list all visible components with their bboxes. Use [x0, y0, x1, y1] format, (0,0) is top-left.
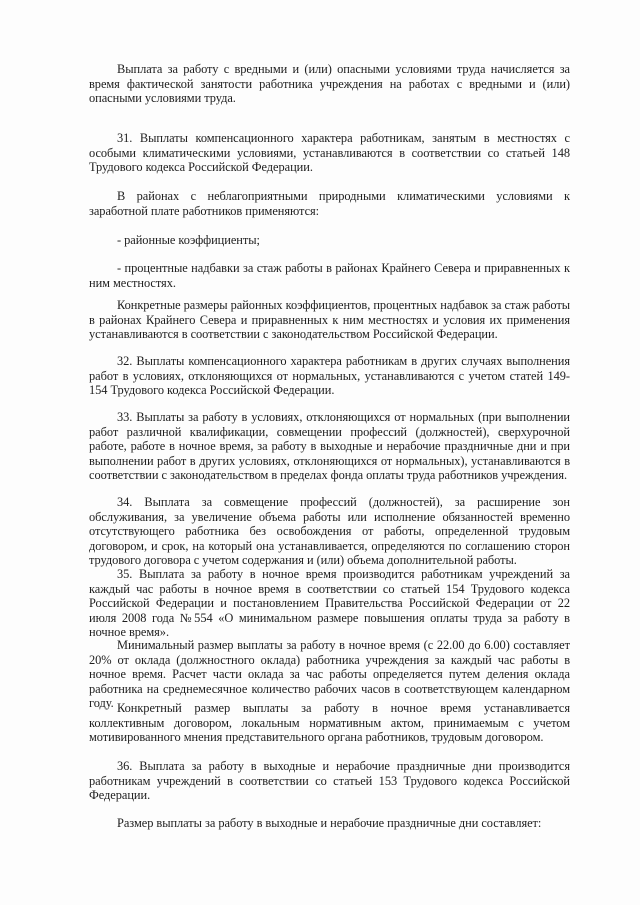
paragraph-unfavorable-regions: В районах с неблагоприятными природными климатическими условиями к заработной плате работников применяются: — [89, 189, 570, 218]
paragraph-specific-coefficients: Конкретные размеры районных коэффициентов, процентных надбавок за стаж работы в районах Крайнего Севера и приравненных к ним местностях и условия их применения устанавливаются в соответствии с законодательством Российской Федерации. — [89, 298, 570, 342]
paragraph-32-other-conditions: 32. Выплаты компенсационного характера работникам в других случаях выполнения работ в условиях, отклоняющихся от нормальных, устанавливаются с учетом статей 149-154 Трудового кодекса Российской Федерации. — [89, 354, 570, 398]
paragraph-36-weekend-work: 36. Выплата за работу в выходные и нерабочие праздничные дни производится работникам учреждений в соответствии со статьей 153 Трудового кодекса Российской Федерации. — [89, 759, 570, 803]
paragraph-specific-night-payment: Конкретный размер выплаты за работу в ночное время устанавливается коллективным договором, локальным нормативным актом, принимаемым с учетом мотивированного мнения представительного органа работников, трудовым договором. — [89, 701, 570, 745]
paragraph-minimum-night-payment: Минимальный размер выплаты за работу в ночное время (с 22.00 до 6.00) составляет 20% от оклада (должностного оклада) работника учреждения за каждый час работы в ночное время. Расчет части оклада за час работы определяется путем деления оклада работника на среднемесячное количество рабочих часов в соответствующем календарном году. — [89, 638, 570, 711]
paragraph-33-abnormal-conditions: 33. Выплаты за работу в условиях, отклоняющихся от нормальных (при выполнении работ различной квалификации, совмещении профессий (должностей), сверхурочной работе, работе в ночное время, за работу в выходные и нерабочие праздничные дни и при выполнении работ в других условиях, отклоняющихся от нормальных), устанавливаются в соответствии с законодательством в пределах фонда оплаты труда работников учреждения. — [89, 410, 570, 483]
list-item-percentage-allowances: - процентные надбавки за стаж работы в районах Крайнего Севера и приравненных к ним местностях. — [89, 261, 570, 290]
paragraph-hazardous-work-payment: Выплата за работу с вредными и (или) опасными условиями труда начисляется за время фактической занятости работника учреждения на работах с вредными и (или) опасными условиями труда. — [89, 62, 570, 106]
paragraph-35-night-work: 35. Выплата за работу в ночное время производится работникам учреждений за каждый час работы в ночное время в соответствии со статьей 154 Трудового кодекса Российской Федерации и постановлением Правительства Российской Федерации от 22 июля 2008 года №554 «О минимальном размере повышения оплаты труда за работу в ночное время». — [89, 567, 570, 640]
list-item-regional-coefficients: - районные коэффициенты; — [117, 233, 260, 247]
paragraph-weekend-payment-amount: Размер выплаты за работу в выходные и нерабочие праздничные дни составляет: — [117, 816, 542, 830]
paragraph-34-combined-professions: 34. Выплата за совмещение профессий (должностей), за расширение зон обслуживания, за увеличение объема работы или исполнение обязанностей временно отсутствующего работника без освобождения от работы, определенной трудовым договором, и срок, на который она устанавливается, определяются по соглашению сторон трудового договора с учетом содержания и (или) объема дополнительной работы. — [89, 495, 570, 568]
paragraph-31-climate-payments: 31. Выплаты компенсационного характера работникам, занятым в местностях с особыми климатическими условиями, устанавливаются в соответствии со статьей 148 Трудового кодекса Российской Федерации. — [89, 131, 570, 175]
